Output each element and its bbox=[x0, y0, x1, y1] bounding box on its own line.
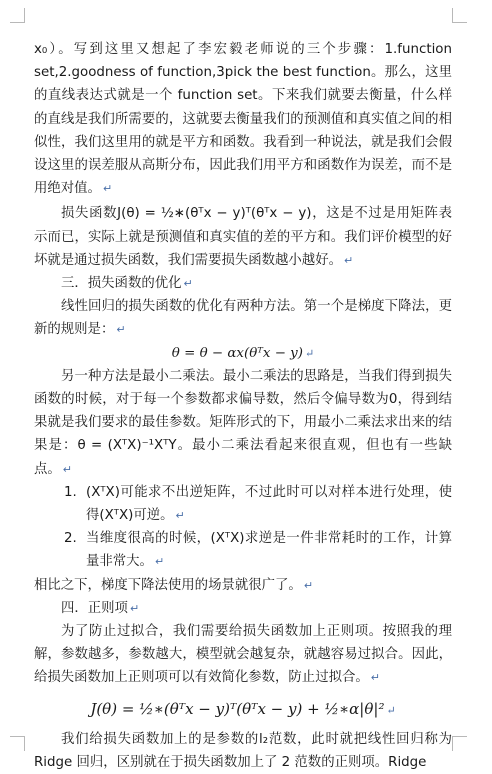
paragraph-mark-icon: ↵ bbox=[62, 462, 72, 476]
heading-regularization: 四．正则项 ↵ bbox=[61, 600, 140, 616]
paragraph-mark-icon: ↵ bbox=[303, 578, 314, 592]
crop-mark-bottom-left bbox=[10, 736, 25, 751]
paragraph-loss-function: 损失函数J(θ) = ½∗(θᵀx − y)ᵀ(θᵀx − y)，这是不过是用矩阵表示而已，实际上就是预测值和真实值的差的平方和。我们评价模型的好坏就是通过损失函数，我们需要损失函数越小越好。 ↵ bbox=[34, 206, 452, 268]
list-item: 1. (XᵀX)可能求不出逆矩阵，不过此时可以对样本进行处理，使得(XᵀX)可逆。 ↵ bbox=[64, 484, 452, 524]
equation-ridge-loss: J(θ) = ½∗(θᵀx − y)ᵀ(θᵀx − y) + ½∗α|θ|² ↵ bbox=[90, 699, 396, 718]
paragraph-mark-icon: ↵ bbox=[154, 555, 165, 569]
paragraph-optimization-methods: 线性回归的损失函数的优化有两种方法。第一个是梯度下降法，更新的规则是： ↵ bbox=[34, 299, 452, 338]
equation-gradient-update: θ = θ − αx(θᵀx − y) ↵ bbox=[171, 345, 315, 361]
crop-mark-bottom-right bbox=[452, 736, 467, 751]
crop-mark-top-right bbox=[452, 8, 467, 23]
paragraph-mark-icon: ↵ bbox=[370, 671, 380, 685]
crop-mark-top-left bbox=[10, 8, 25, 23]
paragraph-mark-icon: ↵ bbox=[175, 509, 185, 523]
paragraph-regularization: 为了防止过拟合，我们需要给损失函数加上正则项。按照我的理解，参数越多，参数越大，模型就会越复杂，就越容易过拟合。因此，给损失函数加上正则项可以有效简化参数，防止过拟合。 ↵ bbox=[34, 624, 452, 686]
paragraph-intro: x₀）。写到这里又想起了李宏毅老师说的三个步骤：1.function set,2.goodness of function,3pick the best function。那么，这里的直线表达式就是一个 function set。下来我们就要去衡量，什么样的直线是我们所需要的，这就要去衡量我们的预测值和真实值之间的相似性，我们这里用的就是平方和函数。我看到一种说法，就是我们会假设这里的误差服从高斯分布，因此我们用平方和函数作为误差，而不是用绝对值。 ↵ bbox=[34, 42, 452, 197]
paragraph-mark-icon: ↵ bbox=[129, 601, 140, 615]
paragraph-comparison: 相比之下，梯度下降法使用的场景就很广了。 ↵ bbox=[34, 577, 314, 593]
paragraph-ridge: 我们给损失函数加上的是参数的l₂范数，此时就把线性回归称为 Ridge 回归，区别就在于损失函数加上了 2 范数的正则项。Ridge bbox=[34, 731, 452, 770]
heading-loss-optimization: 三．损失函数的优化 ↵ bbox=[61, 276, 193, 292]
paragraph-mark-icon: ↵ bbox=[102, 182, 113, 196]
paragraph-mark-icon: ↵ bbox=[183, 277, 193, 291]
list-item: 2. 当维度很高的时候，(XᵀX)求逆是一件非常耗时的工作，计算量非常大。 ↵ bbox=[64, 531, 452, 570]
paragraph-least-squares: 另一种方法是最小二乘法。最小二乘法的思路是，当我们得到损失函数的时候，对于每一个参数都求偏导数，然后令偏导数为0，得到结果就是我们要求的最佳参数。矩阵形式的下，用最小二乘法求出来的结果是：θ = (XᵀX)⁻¹XᵀY。最小二乘法看起来很直观，但也有一些缺点。 ↵ bbox=[34, 368, 452, 477]
paragraph-mark-icon: ↵ bbox=[386, 703, 396, 717]
document-body bbox=[34, 38, 452, 774]
paragraph-mark-icon: ↵ bbox=[116, 323, 126, 337]
paragraph-mark-icon: ↵ bbox=[304, 346, 315, 360]
paragraph-mark-icon: ↵ bbox=[343, 253, 354, 267]
